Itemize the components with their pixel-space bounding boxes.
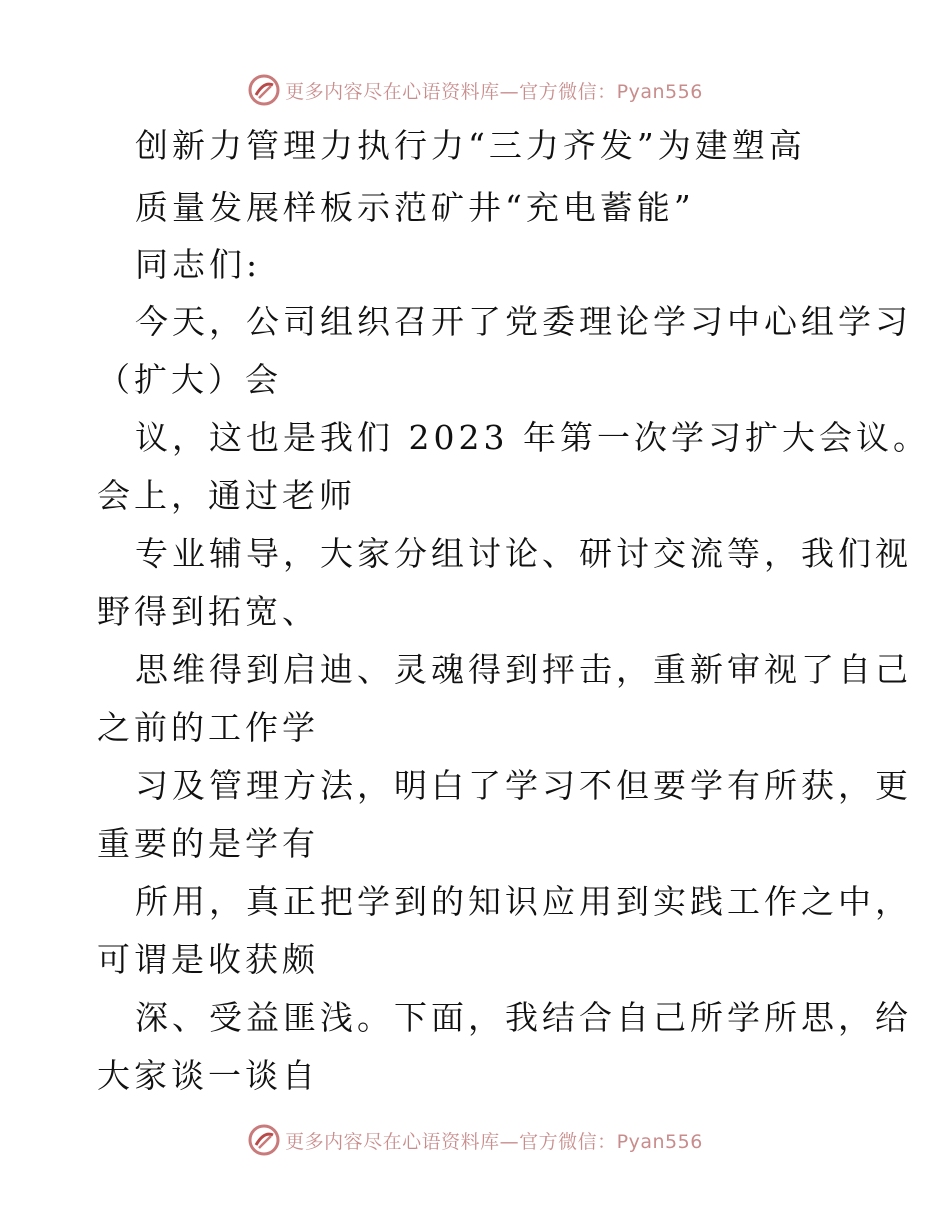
salutation: 同志们: <box>135 245 262 284</box>
paragraph-line: 可谓是收获颇 <box>97 940 319 979</box>
paragraph-line: 所用，真正把学到的知识应用到实践工作之中， <box>135 882 912 921</box>
header-watermark-banner <box>0 70 950 110</box>
watermark-text: 更多内容尽在心语资料库—官方微信：Pyan556 <box>285 80 703 103</box>
logo-icon <box>247 1123 281 1157</box>
paragraph-line: 思维得到启迪、灵魂得到抨击，重新审视了自己 <box>135 650 912 689</box>
paragraph-line: 之前的工作学 <box>97 708 319 747</box>
title-line-1: 创新力管理力执行力“三力齐发”为建塑高 <box>135 126 806 165</box>
paragraph-line: （扩大）会 <box>97 360 282 399</box>
paragraph-line: 重要的是学有 <box>97 824 319 863</box>
paragraph-line: 野得到拓宽、 <box>97 592 319 631</box>
title-line-2: 质量发展样板示范矿井“充电蓄能” <box>135 188 695 227</box>
paragraph-line: 会上，通过老师 <box>97 476 356 515</box>
paragraph-line: 习及管理方法，明白了学习不但要学有所获，更 <box>135 766 912 805</box>
paragraph-line: 专业辅导，大家分组讨论、研讨交流等，我们视 <box>135 534 912 573</box>
footer-watermark-banner <box>0 1120 950 1160</box>
paragraph-line: 深、受益匪浅。下面，我结合自己所学所思，给 <box>135 998 912 1037</box>
paragraph-line: 大家谈一谈自 <box>97 1056 319 1095</box>
paragraph-line: 议，这也是我们 2023 年第一次学习扩大会议。 <box>135 418 930 457</box>
logo-icon <box>247 73 281 107</box>
watermark-text: 更多内容尽在心语资料库—官方微信：Pyan556 <box>285 1130 703 1153</box>
paragraph-line: 今天，公司组织召开了党委理论学习中心组学习 <box>135 302 912 341</box>
